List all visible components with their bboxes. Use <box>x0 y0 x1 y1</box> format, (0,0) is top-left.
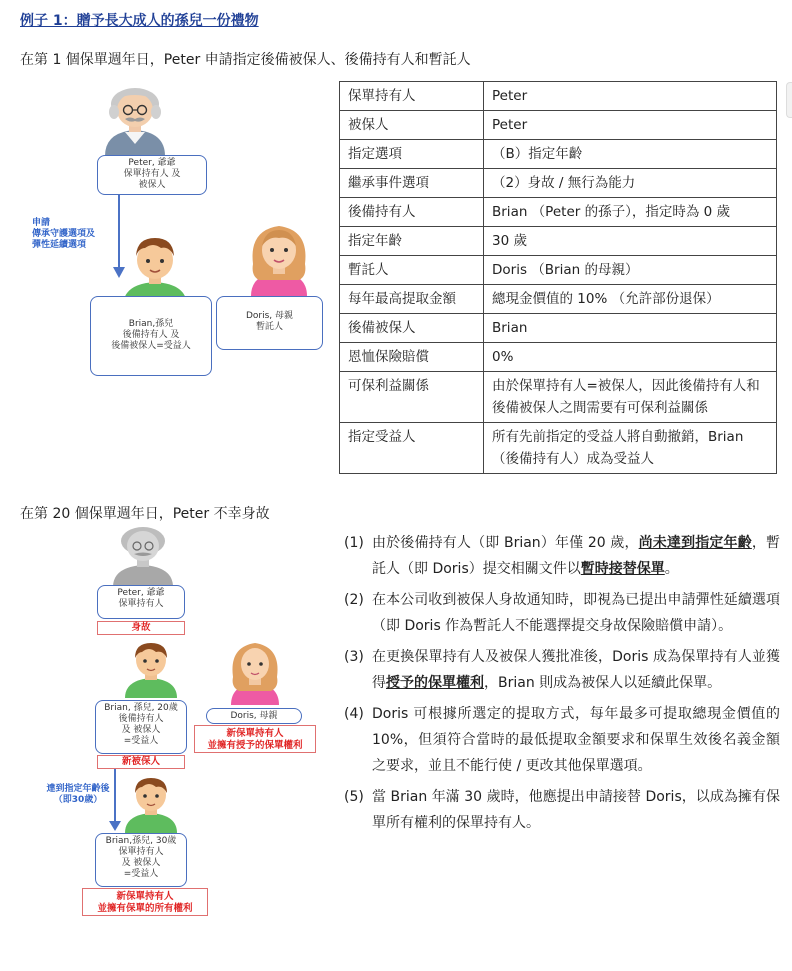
apply-options-note <box>32 218 95 251</box>
brian30-line4: =受益人 <box>123 869 159 879</box>
table-row <box>340 285 777 314</box>
apply-note-line1: 申請 <box>32 218 51 228</box>
table-value: 0% <box>484 343 777 372</box>
peter2-line1: Peter, 爺爺 <box>117 588 165 598</box>
step-text <box>372 701 780 779</box>
age-note-line2: （即30歲） <box>53 795 103 805</box>
table-row <box>340 314 777 343</box>
doris-tag-line2: 並擁有授予的保單權利 <box>207 740 303 751</box>
step-text <box>372 644 780 696</box>
table-key: 指定年齡 <box>340 227 484 256</box>
table-value: Brian <box>484 314 777 343</box>
table-value: Peter <box>484 111 777 140</box>
table-key: 繼承事件選項 <box>340 169 484 198</box>
table-value: （2）身故 / 無行為能力 <box>484 169 777 198</box>
step-number: (2) <box>344 592 364 608</box>
table-row <box>340 198 777 227</box>
text-run: 由於後備持有人（即 Brian）年僅 20 歲， <box>372 535 639 551</box>
text-run: ，暫託人（即 Doris）提交相關文件以 <box>372 535 781 577</box>
boy-icon <box>125 778 177 833</box>
peter-box <box>97 155 207 195</box>
brian-tag-line1: 新保單持有人 <box>116 891 174 902</box>
table-row <box>340 140 777 169</box>
table-row <box>340 169 777 198</box>
step-number: (4) <box>344 706 364 722</box>
brian30-line1: Brian,孫兒, 30歲 <box>105 836 177 846</box>
boy-icon <box>125 643 177 698</box>
table-key: 恩恤保險賠償 <box>340 343 484 372</box>
text-run: Doris 可根據所選定的提取方式，每年最多可提取總現金價值的 10%，但須符合當時的最低提取金額要求和保單生效後名義金額之要求，並且不能行使 / 更改其他保單選項。 <box>372 706 780 774</box>
brian30-box <box>95 833 187 887</box>
intro-first-anniversary: 在第 1 個保單週年日，Peter 申請指定後備被保人、後備持有人和暫託人 <box>20 52 471 68</box>
table-value: 30 歲 <box>484 227 777 256</box>
new-insured-tag: 新被保人 <box>97 755 185 769</box>
step-number: (1) <box>344 535 364 551</box>
doris-new-holder-tag <box>194 725 316 753</box>
step-number: (5) <box>344 789 364 805</box>
table-value: Peter <box>484 82 777 111</box>
highlight-text: 尚未達到指定年齡 <box>638 535 752 551</box>
table-row <box>340 343 777 372</box>
table-value: Brian （Peter 的孫子），指定時為 0 歲 <box>484 198 777 227</box>
brian-tag-line2: 並擁有保單的所有權利 <box>97 903 193 914</box>
doris-tag-line1: 新保單持有人 <box>226 728 284 739</box>
steps-list <box>344 530 780 841</box>
brian-box-line1: Brian,孫兒 <box>128 319 174 329</box>
doris-box <box>216 296 323 350</box>
text-run: ，Brian 則成為被保人以延續此保單。 <box>484 675 722 691</box>
table-row <box>340 111 777 140</box>
brian-box-line3: 後備被保人=受益人 <box>111 341 191 351</box>
brian20-line1: Brian, 孫兒, 20歲 <box>104 703 178 713</box>
table-row <box>340 227 777 256</box>
peter-box-line3: 被保人 <box>138 180 166 190</box>
peter-box-2 <box>97 585 185 619</box>
peter-box-line1: Peter, 爺爺 <box>128 158 176 168</box>
step-text <box>372 530 780 582</box>
doris2-line1: Doris, 母親 <box>230 711 278 721</box>
grandfather-icon <box>105 88 165 156</box>
side-tab[interactable] <box>786 82 792 118</box>
diagram1-illustrations <box>95 86 325 306</box>
table-row <box>340 423 777 474</box>
table-key: 暫託人 <box>340 256 484 285</box>
step-text <box>372 784 780 836</box>
step-text <box>372 587 780 639</box>
table-key: 後備持有人 <box>340 198 484 227</box>
list-item <box>344 587 780 639</box>
step-number: (3) <box>344 649 364 665</box>
down-arrow <box>112 195 126 279</box>
brian30-line2: 保單持有人 <box>118 847 164 857</box>
table-value: 所有先前指定的受益人將自動撤銷，Brian （後備持有人）成為受益人 <box>484 423 777 474</box>
brian20-box <box>95 700 187 754</box>
table-key: 保單持有人 <box>340 82 484 111</box>
highlight-text: 暫時接替保單 <box>580 561 665 577</box>
table-value: （B）指定年齡 <box>484 140 777 169</box>
table-key: 指定選項 <box>340 140 484 169</box>
brian-box-line2: 後備持有人 及 <box>122 330 180 340</box>
brian20-line4: =受益人 <box>123 736 159 746</box>
peter-box-line2: 保單持有人 及 <box>123 169 181 179</box>
table-key: 被保人 <box>340 111 484 140</box>
peter2-line2: 保單持有人 <box>118 599 164 609</box>
brian30-line3: 及 被保人 <box>121 858 161 868</box>
brian20-line3: 及 被保人 <box>121 725 161 735</box>
intro-twentieth-anniversary: 在第 20 個保單週年日，Peter 不幸身故 <box>20 506 270 522</box>
text-run: 。 <box>664 561 679 577</box>
table-row <box>340 372 777 423</box>
brian-new-holder-tag <box>82 888 208 916</box>
table-key: 後備被保人 <box>340 314 484 343</box>
text-run: 在更換保單持有人及被保人獲批准後，Doris 成為保單持有人並獲得 <box>372 649 780 691</box>
doris-box-2 <box>206 708 302 724</box>
list-item <box>344 701 780 779</box>
grandfather-deceased-icon <box>113 527 173 587</box>
age-note-line1: 達到指定年齡後 <box>46 784 110 794</box>
down-arrow-head <box>109 821 121 831</box>
woman-icon <box>231 643 279 705</box>
brian20-line2: 後備持有人 <box>118 714 164 724</box>
table-row <box>340 256 777 285</box>
table-key: 每年最高提取金額 <box>340 285 484 314</box>
apply-note-line3: 彈性延續選項 <box>32 240 87 250</box>
apply-note-line2: 傳承守護選項及 <box>32 229 96 239</box>
doris-box-line1: Doris, 母親 <box>245 311 294 321</box>
text-run: 在本公司收到被保人身故通知時，即視為已提出申請彈性延續選項（即 Doris 作為暫託人不能選擇提交身故保險賠償申請）。 <box>372 592 780 634</box>
list-item <box>344 530 780 582</box>
deceased-tag: 身故 <box>97 621 185 635</box>
table-row <box>340 82 777 111</box>
age-reached-note <box>30 784 126 806</box>
table-key: 可保利益關係 <box>340 372 484 423</box>
list-item <box>344 784 780 836</box>
table-value: Doris （Brian 的母親） <box>484 256 777 285</box>
table-value: 由於保單持有人=被保人，因此後備持有人和後備被保人之間需要有可保利益關係 <box>484 372 777 423</box>
doris-box-line2: 暫託人 <box>255 322 283 332</box>
brian-box <box>90 296 212 376</box>
text-run: 當 Brian 年滿 30 歲時，他應提出申請接替 Doris，以成為擁有保單所有權利的保單持有人。 <box>372 789 780 831</box>
page-title: 例子 1：贈予長大成人的孫兒一份禮物 <box>20 13 259 29</box>
highlight-text: 授予的保單權利 <box>386 675 484 691</box>
table-value: 總現金價值的 10% （允許部份退保） <box>484 285 777 314</box>
woman-icon <box>251 226 307 296</box>
policy-table <box>339 81 777 474</box>
list-item <box>344 644 780 696</box>
table-key: 指定受益人 <box>340 423 484 474</box>
